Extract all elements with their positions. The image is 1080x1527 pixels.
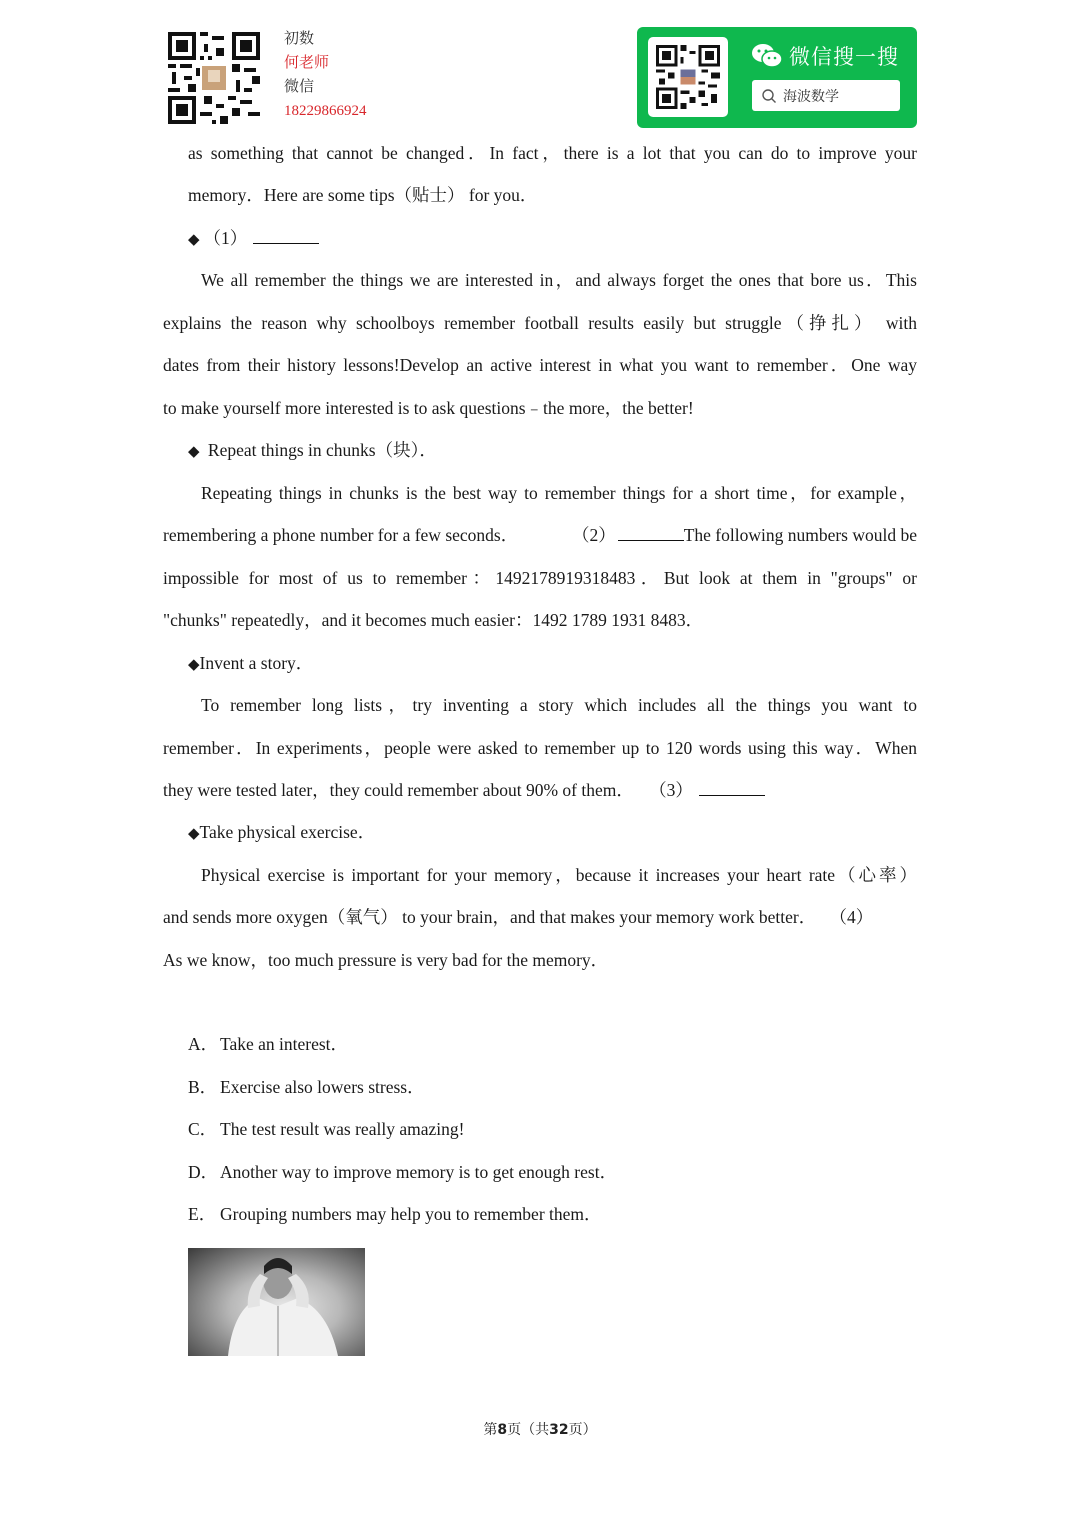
blank-number-2: （2）	[571, 525, 616, 545]
wechat-search-title	[751, 41, 899, 71]
page-prefix: 第	[483, 1422, 498, 1438]
section-2-line-4: "chunks" repeatedly，and it becomes much easier：1492 1789 1931 8483．	[163, 610, 704, 630]
page-suffix: 页）	[568, 1422, 597, 1438]
section-3-line-3-text: they were tested later，they could remember about 90% of them．	[163, 780, 634, 800]
contact-info	[284, 27, 367, 123]
passage-intro-line-2: memory．Here are some tips（贴士） for you．	[188, 185, 538, 205]
option-letter: C．	[188, 1119, 218, 1139]
wechat-search-card	[637, 27, 917, 128]
blank-number-3: （3）	[657, 780, 693, 800]
option-text: Grouping numbers may help you to remember them．	[220, 1204, 602, 1224]
blank-number-4: （4）	[838, 907, 874, 927]
diamond-bullet-icon: ◆	[188, 826, 200, 842]
blank-number-1: （1）	[203, 228, 248, 248]
section-4-line-1: Physical exercise is important for your memory，because it increases your heart rate（心率）	[201, 865, 917, 885]
section-heading-3-text: Invent a story．	[199, 653, 314, 673]
contact-wechat-label: 微信	[284, 79, 315, 95]
wechat-qr-code	[648, 37, 728, 117]
section-1-line-1: We all remember the things we are interested in，and always forget the ones that bore us．This	[201, 270, 917, 290]
answer-blank-2[interactable]	[618, 524, 684, 541]
option-b[interactable]	[188, 1075, 425, 1099]
section-2-line-2-text: remembering a phone number for a few seconds．	[163, 525, 519, 545]
page-number	[0, 1419, 1080, 1439]
illustration-man-covering-ears	[188, 1248, 365, 1356]
contact-subject: 初数	[284, 31, 315, 47]
section-4-line-2-text: and sends more oxygen（氧气） to your brain，and that makes your memory work better．	[163, 907, 817, 927]
section-heading-2-text: Repeat things in chunks（块）．	[207, 440, 437, 460]
answer-blank-3[interactable]	[699, 779, 765, 796]
option-letter: B．	[188, 1077, 218, 1097]
contact-phone: 18229866924	[284, 103, 367, 119]
option-letter: E．	[188, 1204, 217, 1224]
contact-name: 何老师	[284, 55, 330, 71]
diamond-bullet-icon: ◆	[188, 657, 200, 673]
section-2-line-1: Repeating things in chunks is the best way to remember things for a short time，for example，	[201, 483, 917, 503]
section-3-line-3	[163, 778, 917, 802]
passage-intro-line-1: as something that cannot be changed．In fact，there is a lot that you can do to improve your	[188, 143, 917, 163]
section-3-line-2: remember．In experiments，people were asked to remember up to 120 words using this way．When	[163, 738, 917, 758]
option-letter: A．	[188, 1034, 219, 1054]
section-heading-3	[188, 651, 942, 677]
section-2-line-2	[163, 523, 917, 547]
section-3-line-1: To remember long lists，try inventing a story which includes all the things you want to	[201, 695, 917, 715]
wechat-logo-icon	[751, 43, 783, 69]
option-letter: D．	[188, 1162, 219, 1182]
answer-blank-1[interactable]	[253, 227, 319, 244]
option-d[interactable]	[188, 1160, 617, 1184]
section-4-line-3: As we know，too much pressure is very bad for the memory．	[163, 950, 609, 970]
section-heading-4-text: Take physical exercise．	[199, 822, 376, 842]
wechat-search-title-text: 微信搜一搜	[789, 45, 899, 69]
option-c[interactable]	[188, 1117, 464, 1141]
section-heading-1	[188, 226, 942, 252]
section-1-line-2: explains the reason why schoolboys remember football results easily but struggle（挣扎） with	[163, 313, 917, 333]
section-1-line-4: to make yourself more interested is to ask questions﹣the more，the better!	[163, 398, 694, 418]
section-heading-4	[188, 820, 942, 846]
section-2-line-2-tail: The following numbers would be	[683, 525, 917, 545]
option-a[interactable]	[188, 1032, 348, 1056]
page-mid: 页（共	[507, 1422, 550, 1438]
diamond-bullet-icon: ◆	[188, 444, 200, 460]
wechat-search-text: 海波数学	[783, 88, 839, 105]
option-text: Exercise also lowers stress．	[220, 1077, 425, 1097]
section-2-line-3: impossible for most of us to remember：1492178919318483．But look at them in "groups" or	[163, 568, 917, 588]
current-page: 8	[497, 1422, 508, 1438]
section-1-line-3: dates from their history lessons!Develop an active interest in what you want to remember．One way	[163, 355, 917, 375]
option-e[interactable]	[188, 1202, 602, 1226]
search-icon	[761, 88, 777, 104]
option-text: Take an interest．	[220, 1034, 349, 1054]
diamond-bullet-icon: ◆	[188, 232, 200, 248]
option-text: Another way to improve memory is to get enough rest．	[220, 1162, 618, 1182]
wechat-search-box[interactable]	[752, 80, 900, 111]
total-pages: 32	[549, 1422, 569, 1438]
contact-qr-code	[168, 32, 260, 124]
section-heading-2	[188, 438, 942, 464]
option-text: The test result was really amazing!	[220, 1119, 465, 1139]
section-4-line-2	[163, 905, 917, 929]
